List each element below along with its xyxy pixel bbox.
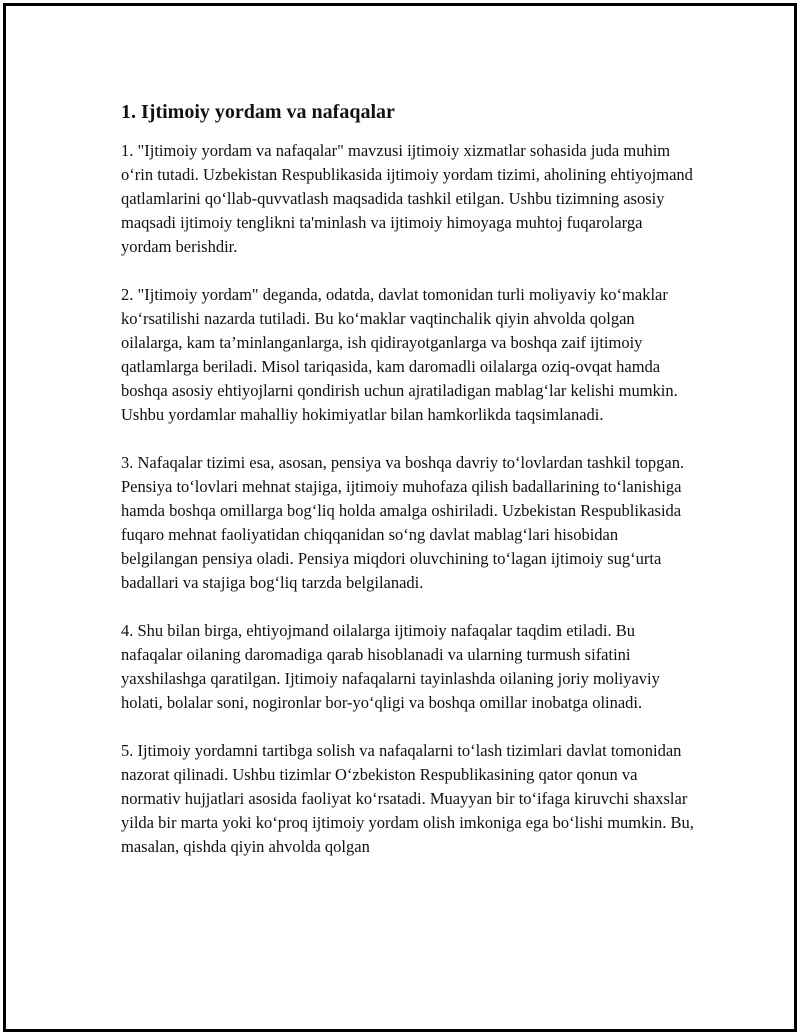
paragraph-1: 1. "Ijtimoiy yordam va nafaqalar" mavzusi ijtimoiy xizmatlar sohasida juda muhim o‘rin tutadi. Uzbekistan Respublikasida ijtimoiy yordam tizimi, aholining ehtiyojmand qatlamlarini qo‘llab-quvvatlash maqsadida tashkil etilgan. Ushbu tizimning asosiy maqsadi ijtimoiy tenglikni ta'minlash va ijtimoiy himoyaga muhtoj fuqarolarga yordam berishdir. [121, 141, 693, 256]
paragraph-2: 2. "Ijtimoiy yordam" deganda, odatda, davlat tomonidan turli moliyaviy ko‘maklar ko‘rsatilishi nazarda tutiladi. Bu ko‘maklar vaqtinchalik qiyin ahvolda qolgan oilalarga, kam ta’minlanganlarga, ish qidirayotganlarga va boshqa zaif ijtimoiy qatlamlarga beriladi. Misol tariqasida, kam daromadli oilalarga oziq-ovqat hamda boshqa asosiy ehtiyojlarni qondirish uchun ajratiladigan mablag‘lar kelishi mumkin. Ushbu yordamlar mahalliy hokimiyatlar bilan hamkorlikda taqsimlanadi. [121, 285, 678, 424]
page-frame [3, 3, 797, 1032]
paragraph-3: 3. Nafaqalar tizimi esa, asosan, pensiya va boshqa davriy to‘lovlardan tashkil topgan. Pensiya to‘lovlari mehnat stajiga, ijtimoiy muhofaza qilish badallarining to‘lanishiga hamda boshqa omillarga bog‘liq holda amalga oshiriladi. Uzbekistan Respublikasida fuqaro mehnat faoliyatidan chiqqanidan so‘ng davlat mablag‘lari hisobidan belgilangan pensiya oladi. Pensiya miqdori oluvchining to‘lagan ijtimoiy sug‘urta badallari va stajiga bog‘liq tarzda belgilanadi. [121, 453, 685, 592]
document-body [121, 99, 696, 883]
paragraph-5: 5. Ijtimoiy yordamni tartibga solish va nafaqalarni to‘lash tizimlari davlat tomonidan nazorat qilinadi. Ushbu tizimlar O‘zbekiston Respublikasining qator qonun va normativ hujjatlari asosida faoliyat ko‘rsatadi. Muayyan bir to‘ifaga kiruvchi shaxslar yilda bir marta yoki ko‘proq ijtimoiy yordam olish imkoniga ega bo‘lishi mumkin. Bu, masalan, qishda qiyin ahvolda qolgan [121, 741, 694, 856]
document-title: 1. Ijtimoiy yordam va nafaqalar [121, 101, 395, 123]
paragraph-4: 4. Shu bilan birga, ehtiyojmand oilalarga ijtimoiy nafaqalar taqdim etiladi. Bu nafaqalar oilaning daromadiga qarab hisoblanadi va ularning turmush sifatini yaxshilashga qaratilgan. Ijtimoiy nafaqalarni tayinlashda oilaning joriy moliyaviy holati, bolalar soni, nogironlar bor-yo‘qligi va boshqa omillar inobatga olinadi. [121, 621, 660, 712]
